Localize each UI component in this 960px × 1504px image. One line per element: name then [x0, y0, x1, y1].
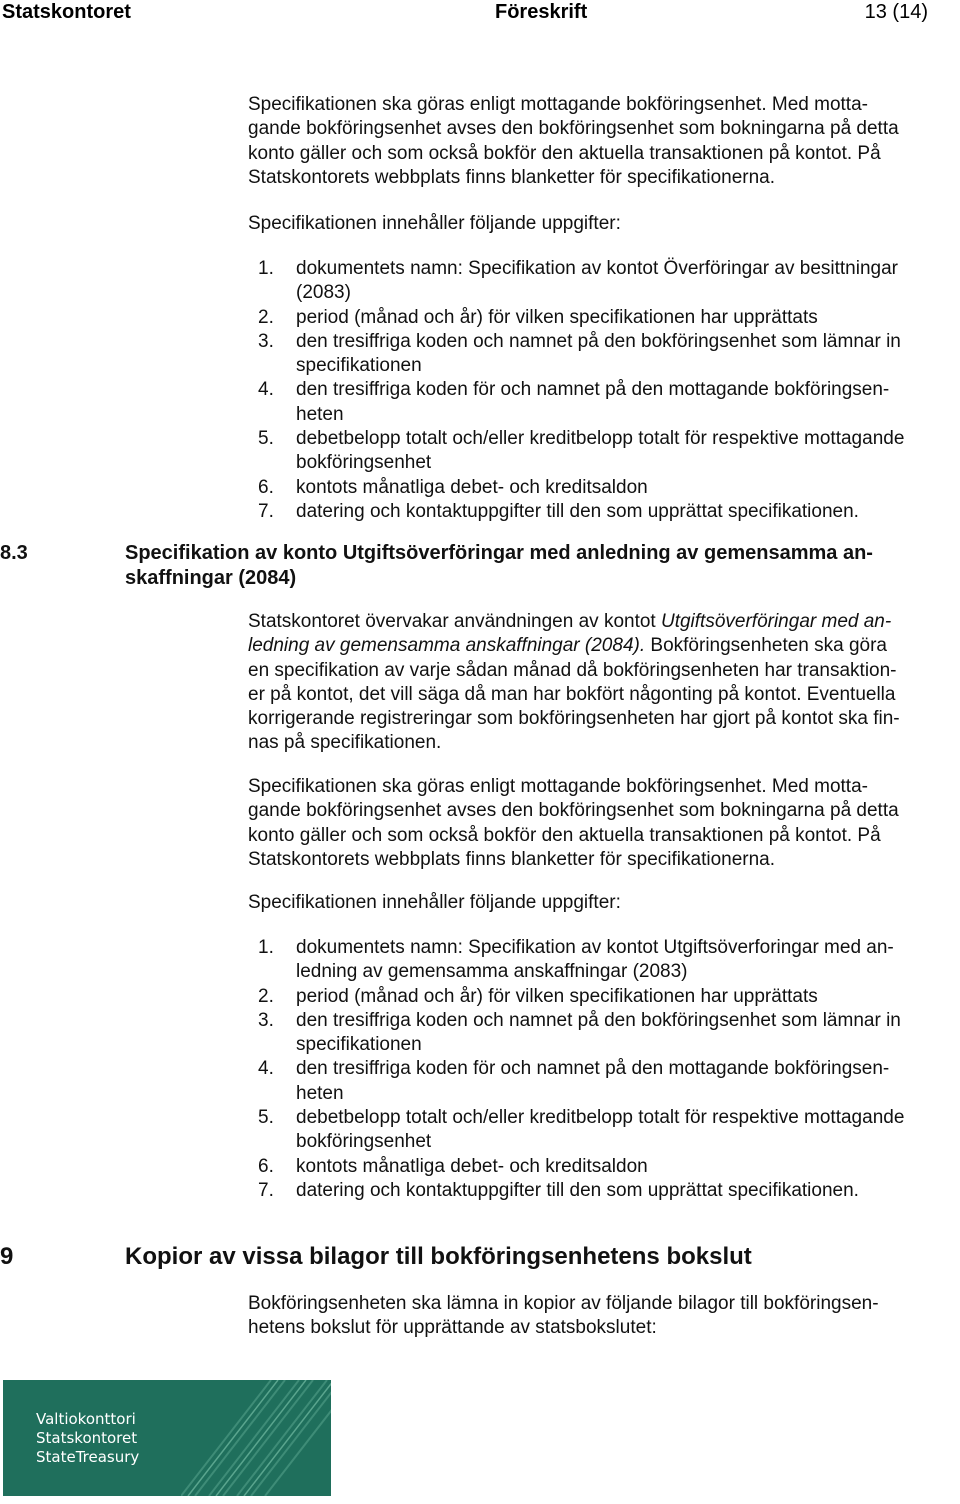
- account-name-italic: Utgiftsöverföringar med an-: [660, 611, 892, 632]
- list-item-text: period (månad och år) för vilken specifikationen har upprättats: [296, 985, 818, 1007]
- section-title-line: Specifikation av konto Utgiftsöverföringar med anledning av gemensamma an-: [125, 542, 873, 564]
- list-item-text: specifikationen: [296, 1034, 422, 1056]
- page-number: 13 (14): [864, 1, 928, 23]
- list-number: 7.: [258, 1179, 274, 1201]
- list-item: [248, 1009, 960, 1058]
- list-item-text: kontots månatliga debet- och kreditsaldon: [296, 1155, 648, 1177]
- logo-text-line: Statskontoret: [36, 1429, 138, 1447]
- list-item: [248, 1106, 960, 1155]
- logo-text-line: Valtiokonttori: [36, 1410, 136, 1428]
- list-number: 2.: [258, 985, 274, 1007]
- list-intro: Specifikationen innehåller följande uppgifter:: [248, 213, 621, 234]
- list-item-text: dokumentets namn: Specifikation av kontot Överföringar av besittningar: [296, 258, 898, 279]
- list-number: 3.: [258, 1009, 274, 1031]
- list-item: [248, 500, 960, 524]
- text-line: en specifikation av varje sådan månad då bokföringsenheten har transaktion-: [248, 659, 897, 681]
- list-item-text: bokföringsenhet: [296, 1131, 432, 1153]
- text-line: gande bokföringsenhet avses den bokföringsenhet som bokningarna på detta: [248, 800, 899, 822]
- list-number: 3.: [258, 330, 274, 352]
- list-number: 5.: [258, 428, 274, 450]
- list-number: 5.: [258, 1107, 274, 1129]
- statskontoret-logo: [3, 1380, 331, 1496]
- list-item-text: specifikationen: [296, 355, 422, 377]
- account-name-italic: ledning av gemensamma anskaffningar (2084).: [248, 635, 646, 657]
- list-number: 2.: [258, 306, 274, 328]
- list-item: [248, 985, 960, 1009]
- section-heading-9: [0, 1243, 960, 1273]
- list-item-text: den tresiffriga koden för och namnet på den mottagande bokföringsen-: [296, 1058, 890, 1080]
- list-item-text: dokumentets namn: Specifikation av kontot Utgiftsöverforingar med an-: [296, 937, 894, 958]
- text-run: Statskontoret övervakar användningen av kontot: [248, 611, 661, 632]
- list-number: 4.: [258, 1058, 274, 1080]
- list-number: 1.: [258, 937, 274, 958]
- paragraph-specification-basis: [248, 775, 960, 872]
- list-item: [248, 257, 960, 306]
- list-item: [248, 476, 960, 500]
- list-item: [248, 306, 960, 330]
- text-line: Statskontorets webbplats finns blanketter för specifikationerna.: [248, 166, 776, 188]
- list-number: 6.: [258, 476, 274, 498]
- list-item: [248, 1057, 960, 1106]
- list-number: 1.: [258, 258, 274, 279]
- list-item: [248, 378, 960, 427]
- list-item-text: den tresiffriga koden och namnet på den bokföringsenhet som lämnar in: [296, 1009, 901, 1031]
- list-item: [248, 1179, 960, 1203]
- list-intro: Specifikationen innehåller följande uppgifter:: [248, 892, 621, 913]
- list-item-text: heten: [296, 403, 344, 425]
- text-line: konto gäller och som också bokför den aktuella transaktionen på kontot. På: [248, 824, 881, 846]
- section-title: Kopior av vissa bilagor till bokföringsenhetens bokslut: [125, 1243, 752, 1270]
- list-item-text: kontots månatliga debet- och kreditsaldon: [296, 476, 648, 498]
- section-heading-8-3: [0, 541, 960, 593]
- text-line: Specifikationen ska göras enligt mottagande bokföringsenhet. Med motta-: [248, 776, 868, 797]
- list-number: 4.: [258, 379, 274, 401]
- specification-list: [248, 257, 960, 524]
- text-line: gande bokföringsenhet avses den bokföringsenhet som bokningarna på detta: [248, 118, 899, 140]
- list-item-text: datering och kontaktuppgifter till den som upprättat specifikationen.: [296, 1179, 859, 1201]
- list-number: 6.: [258, 1155, 274, 1177]
- text-line: konto gäller och som också bokför den aktuella transaktionen på kontot. På: [248, 142, 881, 164]
- list-item-text: (2083): [296, 282, 351, 304]
- text-line: er på kontot, det vill säga då man har bokfört någonting på kontot. Eventuella: [248, 683, 896, 705]
- text-run: Bokföringsenheten ska göra: [645, 635, 888, 657]
- list-item-text: den tresiffriga koden och namnet på den bokföringsenhet som lämnar in: [296, 330, 901, 352]
- list-item: [248, 427, 960, 476]
- list-item: [248, 936, 960, 985]
- header-doc-type: Föreskrift: [495, 1, 588, 23]
- text-line: korrigerande registreringar som bokföringsenheten har gjort på kontot ska fin-: [248, 708, 900, 730]
- text-line: hetens bokslut för upprättande av statsbokslutet:: [248, 1317, 657, 1339]
- text-line: nas på specifikationen.: [248, 732, 442, 754]
- section-number: 8.3: [0, 542, 28, 564]
- section-number: 9: [0, 1243, 14, 1270]
- list-item-text: debetbelopp totalt och/eller kreditbelopp totalt för respektive mottagande: [296, 428, 905, 450]
- list-item-text: period (månad och år) för vilken specifikationen har upprättats: [296, 306, 818, 328]
- list-item-text: ledning av gemensamma anskaffningar (2083): [296, 961, 688, 983]
- paragraph-copies: [248, 1292, 960, 1341]
- paragraph-specification-basis: [248, 93, 960, 190]
- paragraph-monitoring: [248, 610, 960, 756]
- list-item: [248, 330, 960, 379]
- list-item-text: debetbelopp totalt och/eller kreditbelopp totalt för respektive mottagande: [296, 1107, 905, 1129]
- specification-list: [248, 936, 960, 1203]
- list-number: 7.: [258, 500, 274, 522]
- text-line: Bokföringsenheten ska lämna in kopior av följande bilagor till bokföringsen-: [248, 1293, 879, 1314]
- list-item-text: bokföringsenhet: [296, 452, 432, 474]
- text-line: Statskontorets webbplats finns blanketter för specifikationerna.: [248, 848, 776, 870]
- list-item-text: heten: [296, 1082, 344, 1104]
- logo-stripes-graphic: [181, 1380, 331, 1496]
- list-item: [248, 1155, 960, 1179]
- header-org: Statskontoret: [2, 1, 131, 23]
- section-title-line: skaffningar (2084): [125, 567, 297, 589]
- text-line: Specifikationen ska göras enligt mottagande bokföringsenhet. Med motta-: [248, 94, 868, 115]
- logo-text-line: StateTreasury: [36, 1448, 140, 1466]
- list-item-text: datering och kontaktuppgifter till den som upprättat specifikationen.: [296, 500, 859, 522]
- list-item-text: den tresiffriga koden för och namnet på den mottagande bokföringsen-: [296, 379, 890, 401]
